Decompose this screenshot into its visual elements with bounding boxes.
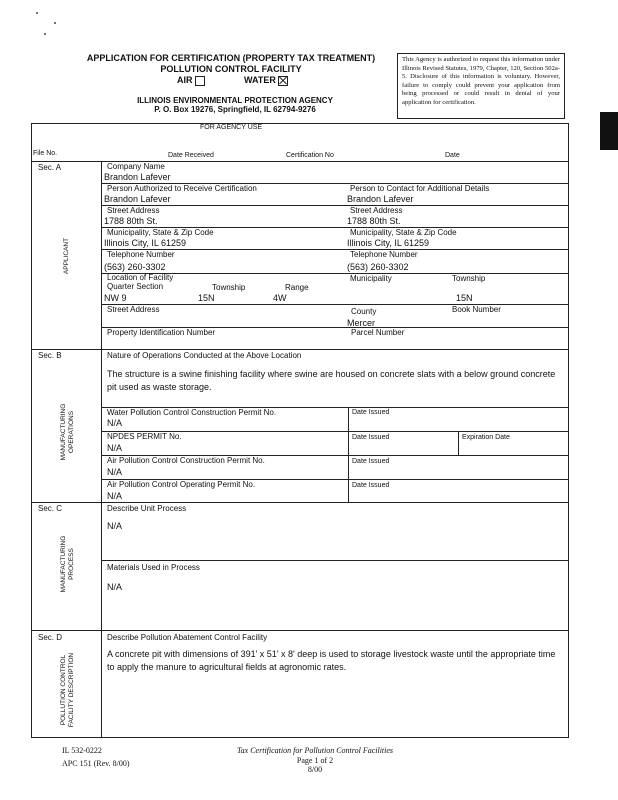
side-line-1: MANUFACTURING [60, 535, 67, 593]
agency-address: P. O. Box 19276, Springfield, IL 62794-9276 [154, 105, 316, 114]
parcel-number-label: Parcel Number [351, 328, 405, 337]
water-option [244, 75, 288, 86]
telephone2-label: Telephone Number [350, 250, 418, 259]
street3-label: Street Address [107, 305, 160, 314]
telephone2-value[interactable]: (563) 260-3302 [347, 262, 409, 272]
range-label: Range [285, 283, 309, 292]
side-line-2: PROCESS [68, 548, 75, 580]
auth-person-value[interactable]: Brandon Lafever [104, 194, 171, 204]
auth-person-label: Person Authorized to Receive Certification [107, 184, 257, 193]
contact-person-label: Person to Contact for Additional Details [350, 184, 490, 193]
water-label: WATER [244, 75, 276, 85]
company-name-label: Company Name [107, 162, 165, 171]
municipality2-label: Municipality, State & Zip Code [350, 228, 457, 237]
street2-label: Street Address [350, 206, 403, 215]
sec-a-label: Sec. A [38, 163, 62, 172]
pin-label: Property Identification Number [107, 328, 216, 337]
quarter-section-label: Quarter Section [107, 282, 164, 291]
municipality-value[interactable]: Illinois City, IL 61259 [104, 238, 187, 248]
company-name-value[interactable]: Brandon Lafever [104, 172, 171, 182]
scan-speck [44, 33, 46, 35]
book-number-label: Book Number [452, 305, 501, 314]
p2-expiration-label: Expiration Date [462, 434, 510, 441]
air-checkbox[interactable] [195, 76, 205, 86]
municipality2-value[interactable]: Illinois City, IL 61259 [347, 238, 430, 248]
p2-date-issued-label: Date Issued [352, 434, 390, 441]
binder-mark [600, 112, 618, 150]
date-received-label: Date Received [168, 152, 214, 159]
form-subtitle: POLLUTION CONTROL FACILITY [160, 64, 302, 74]
street-label: Street Address [107, 206, 160, 215]
page-number: Page 1 of 2 [296, 756, 334, 765]
materials-label: Materials Used in Process [107, 563, 200, 572]
air-operating-permit-value[interactable]: N/A [107, 491, 123, 501]
date-label: Date [445, 152, 460, 159]
county-label: County [351, 307, 377, 316]
sec-d-label: Sec. D [38, 633, 63, 642]
nature-label: Nature of Operations Conducted at the Above Location [107, 351, 302, 360]
telephone-value[interactable]: (563) 260-3302 [104, 262, 166, 272]
p1-date-issued-label: Date Issued [352, 409, 390, 416]
npdes-permit-value[interactable]: N/A [107, 443, 123, 453]
air-construction-permit-label: Air Pollution Control Construction Permit No. [107, 456, 265, 465]
agency-name: ILLINOIS ENVIRONMENTAL PROTECTION AGENCY [137, 96, 333, 105]
street2-value[interactable]: 1788 80th St. [347, 216, 401, 226]
disclosure-notice: This Agency is authorized to request this information under Illinois Revised Statutes, 1979, Chapter, 120, Section 502a-5. Disclosure of this information is voluntary. However, failure to comply could prevent your application from being processed or could result in denial of your application for certification. [397, 53, 565, 119]
agency-use-label: FOR AGENCY USE [200, 124, 263, 131]
scan-speck [54, 22, 56, 24]
sec-c-label: Sec. C [38, 504, 63, 513]
p3-date-issued-label: Date Issued [352, 458, 390, 465]
quarter-section-value[interactable]: NW 9 [104, 293, 127, 303]
manufacturing-operations-side-label [60, 377, 76, 487]
municipality-label: Municipality, State & Zip Code [107, 228, 214, 237]
unit-process-label: Describe Unit Process [107, 504, 187, 513]
telephone-label: Telephone Number [107, 250, 175, 259]
side-line-2: OPERATIONS [68, 410, 75, 454]
township2-label: Township [452, 274, 486, 283]
township-value[interactable]: 15N [198, 293, 215, 303]
contact-person-value[interactable]: Brandon Lafever [347, 194, 414, 204]
pollution-control-side-label [60, 635, 76, 745]
air-option [177, 75, 205, 86]
unit-process-value[interactable]: N/A [107, 521, 123, 531]
municipality3-label: Municipality [350, 274, 392, 283]
water-construction-permit-value[interactable]: N/A [107, 418, 123, 428]
township2-value[interactable]: 15N [456, 293, 473, 303]
air-construction-permit-value[interactable]: N/A [107, 467, 123, 477]
county-value[interactable]: Mercer [347, 318, 376, 328]
npdes-permit-label: NPDES PERMIT No. [107, 432, 182, 441]
range-value[interactable]: 4W [273, 293, 287, 303]
side-line-1: MANUFACTURING [60, 403, 67, 461]
abatement-value[interactable]: A concrete pit with dimensions of 391' x 51' x 8' deep is used to storage livestock waste until the appropriate time to apply the manure to agricultural fields at agronomic rates. [107, 649, 556, 672]
file-no-label: File No. [33, 150, 58, 157]
footer-title: Tax Certification for Pollution Control Facilities [236, 746, 394, 755]
township-label: Township [212, 283, 246, 292]
p4-date-issued-label: Date Issued [352, 482, 390, 489]
nature-value[interactable]: The structure is a swine finishing facility where swine are housed on concrete slats with a below ground concrete pit used as waste storage. [107, 369, 556, 392]
side-line-2: FACILITY DESCRIPTION [68, 652, 75, 728]
cert-no-label: Certification No [286, 152, 334, 159]
street-value[interactable]: 1788 80th St. [104, 216, 158, 226]
side-line-1: POLLUTION CONTROL [60, 654, 67, 726]
location-label: Location of Facility [107, 273, 174, 282]
form-number: IL 532-0222 [62, 746, 102, 755]
sec-b-label: Sec. B [38, 351, 62, 360]
form-title: APPLICATION FOR CERTIFICATION (PROPERTY TAX TREATMENT) [86, 53, 376, 63]
air-operating-permit-label: Air Pollution Control Operating Permit No. [107, 480, 256, 489]
air-label: AIR [177, 75, 193, 85]
apc-number: APC 151 (Rev. 8/00) [62, 759, 130, 768]
abatement-label: Describe Pollution Abatement Control Facility [107, 633, 268, 642]
materials-value[interactable]: N/A [107, 582, 123, 592]
revision-date: 8/00 [307, 765, 323, 774]
manufacturing-process-side-label [60, 512, 76, 616]
applicant-side-label: APPLICANT [63, 237, 70, 275]
scan-speck [36, 12, 38, 14]
water-checkbox[interactable] [278, 76, 288, 86]
water-construction-permit-label: Water Pollution Control Construction Permit No. [107, 408, 277, 417]
